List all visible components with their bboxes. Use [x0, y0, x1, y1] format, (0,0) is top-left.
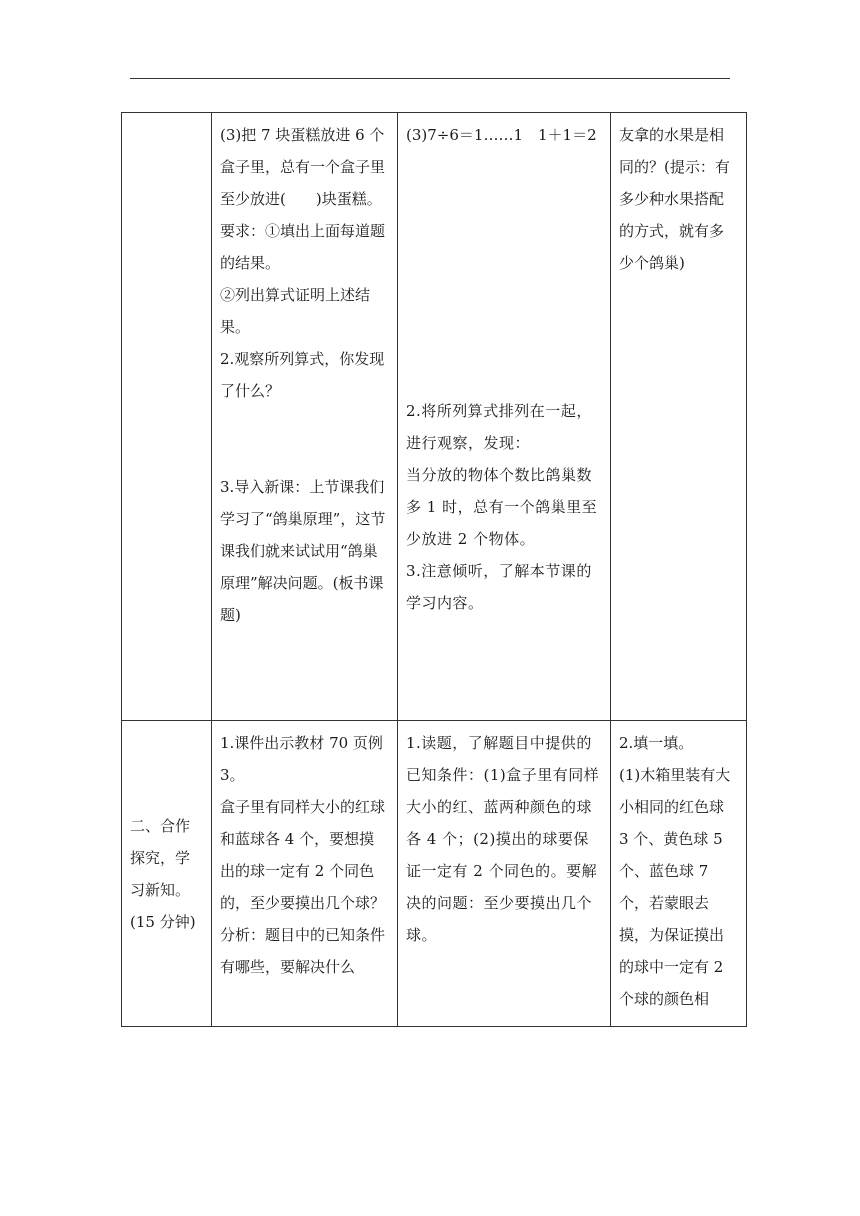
lesson-plan-table [121, 112, 747, 1027]
teacher-text: ②列出算式证明上述结果。 [220, 286, 371, 336]
teacher-text: 分析：题目中的已知条件有哪些，要解决什么 [220, 926, 386, 976]
student-activity-cell [398, 113, 611, 721]
teacher-text: 3.导入新课：上节课我们学习了“鸽巢原理”，这节课我们就来试试用“鸽巢原理”解决问题。(板书课题) [220, 478, 386, 624]
student-text: 当分放的物体个数比鸽巢数多 1 时，总有一个鸽巢里至少放进 2 个物体。 [406, 466, 598, 548]
teacher-text: 盒子里有同样大小的红球和蓝球各 4 个，要想摸出的球一定有 2 个同色的，至少要摸出几个球？ [220, 798, 386, 912]
spacer [406, 151, 602, 395]
exercise-cell [611, 113, 747, 721]
table-row [122, 721, 747, 1027]
teacher-text: 要求：①填出上面每道题的结果。 [220, 222, 386, 272]
student-text: 2.将所列算式排列在一起，进行观察，发现： [406, 402, 592, 452]
student-text: 1.读题，了解题目中提供的已知条件：(1)盒子里有同样大小的红、蓝两种颜色的球各 4 个；(2)摸出的球要保证一定有 2 个同色的。要解决的问题：至少要摸出几个球。 [406, 734, 600, 944]
student-activity-cell [398, 721, 611, 1027]
student-text: (3)7÷6＝1……1 1＋1＝2 [406, 126, 597, 144]
teacher-activity-cell [212, 113, 398, 721]
stage-label: 二、合作探究，学习新知。(15 分钟) [130, 816, 196, 931]
teacher-activity-cell [212, 721, 398, 1027]
stage-cell [122, 113, 212, 721]
exercise-text: 友拿的水果是相同的？(提示：有多少种水果搭配的方式，就有多少个鸽巢) [619, 126, 730, 272]
teacher-text: 2.观察所列算式，你发现了什么？ [220, 350, 385, 400]
exercise-cell [611, 721, 747, 1027]
exercise-text: 2.填一填。 [619, 734, 694, 752]
page-header-rule [130, 78, 730, 79]
table-row [122, 113, 747, 721]
teacher-text: (3)把 7 块蛋糕放进 6 个盒子里，总有一个盒子里至少放进( )块蛋糕。 [220, 126, 386, 208]
spacer [220, 407, 389, 471]
stage-cell [122, 721, 212, 1027]
exercise-text: (1)木箱里装有大小相同的红色球 3 个、黄色球 5 个、蓝色球 7 个，若蒙眼去摸，为保证摸出的球中一定有 2 个球的颜色相 [619, 766, 731, 1008]
teacher-text: 1.课件出示教材 70 页例 3。 [220, 734, 383, 784]
student-text: 3.注意倾听，了解本节课的学习内容。 [406, 562, 592, 612]
